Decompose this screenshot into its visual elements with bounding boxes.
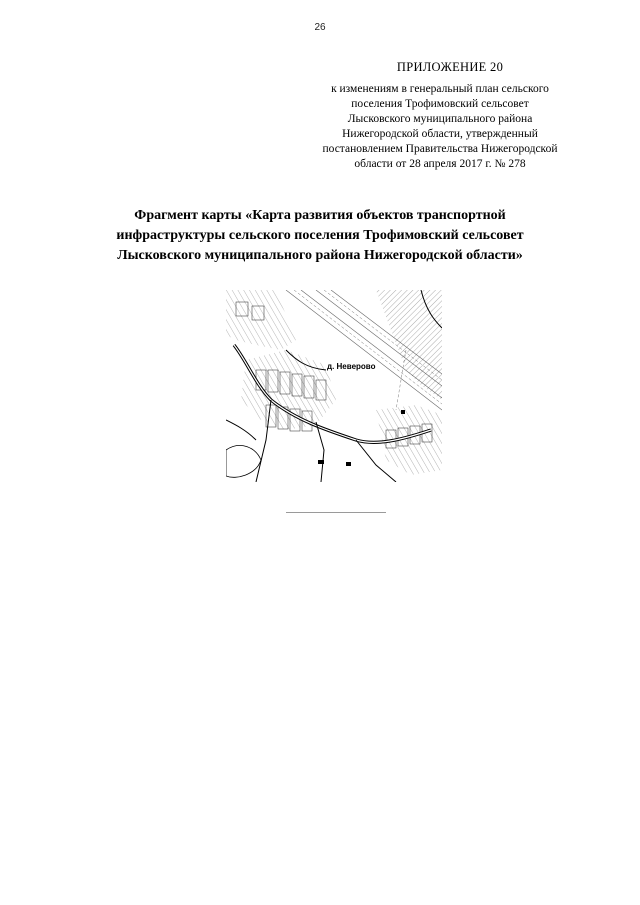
appendix-note-line: Лысковского муниципального района [347,113,533,125]
appendix-title: ПРИЛОЖЕНИЕ 20 [396,60,504,74]
appendix-note [305,82,575,172]
page-number: 26 [314,22,326,33]
map-fragment-title [80,206,560,266]
title-line: Лысковского муниципального района Нижегородской области» [117,248,523,263]
end-divider [286,512,386,513]
appendix-note-line: области от 28 апреля 2017 г. № 278 [354,158,526,170]
water-body [226,445,261,477]
settlement-left [241,350,336,430]
map-drawing [226,290,442,482]
title-line: Фрагмент карты «Карта развития объектов транспортной [134,208,506,223]
appendix-note-line: Нижегородской области, утвержденный [342,128,538,140]
map-fragment-image [226,290,442,482]
title-line: инфраструктуры сельского поселения Трофимовский сельсовет [116,228,524,243]
appendix-note-line: к изменениям в генеральный план сельского [331,83,549,95]
hatched-zone-right [376,290,442,400]
appendix-note-line: поселения Трофимовский сельсовет [351,98,529,110]
village-label: д. Неверово [327,362,376,371]
appendix-note-line: постановлением Правительства Нижегородской [322,143,558,155]
